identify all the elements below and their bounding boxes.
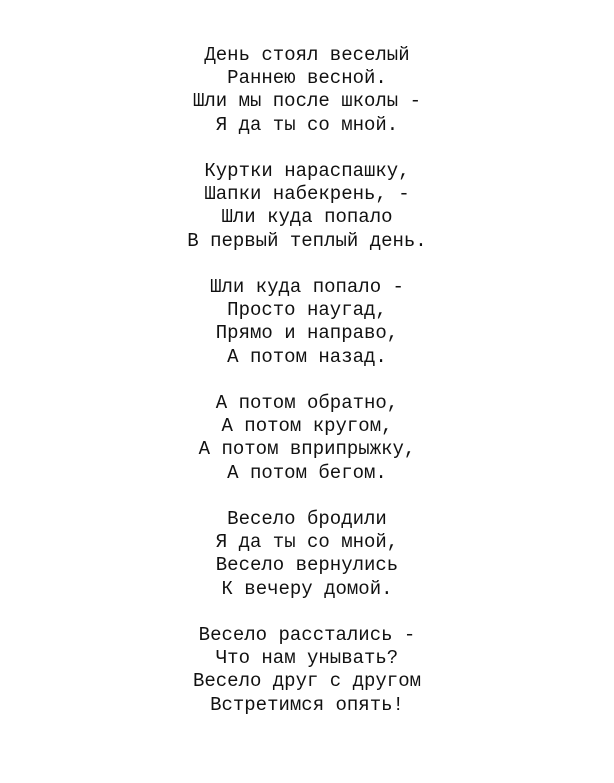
- poem-line: Весело бродили: [227, 508, 387, 530]
- stanza-2: [0, 160, 614, 253]
- poem-line: Раннею весной.: [227, 67, 387, 90]
- poem-line: А потом вприпрыжку,: [198, 438, 416, 461]
- poem-line: В первый теплый день.: [187, 229, 427, 252]
- poem-line: А потом обратно,: [215, 392, 399, 414]
- poem-line: Весело друг с другом: [192, 670, 422, 693]
- poem-line: Встретимся опять!: [210, 693, 404, 716]
- stanza-3: [0, 276, 614, 369]
- poem-line: К вечеру домой.: [221, 577, 393, 600]
- poem-line: Шли мы после школы -: [192, 90, 422, 113]
- poem-line: Я да ты со мной.: [215, 113, 399, 136]
- poem-line: Что нам унывать?: [215, 647, 399, 670]
- poem-line: Куртки нараспашку,: [204, 160, 410, 182]
- poem-line: А потом бегом.: [227, 461, 387, 484]
- poem-line: Шли куда попало: [221, 206, 393, 229]
- poem-line: День стоял веселый: [204, 44, 410, 66]
- poem-line: А потом кругом,: [221, 415, 393, 438]
- poem-line: Прямо и направо,: [215, 322, 399, 345]
- stanza-5: [0, 508, 614, 601]
- poem-line: А потом назад.: [227, 345, 387, 368]
- stanza-6: [0, 624, 614, 717]
- poem: [0, 44, 614, 717]
- poem-line: Весело вернулись: [215, 554, 399, 577]
- poem-line: Весело расстались -: [198, 624, 416, 646]
- poem-line: Просто наугад,: [227, 299, 387, 322]
- poem-line: Шли куда попало -: [210, 276, 404, 298]
- stanza-1: [0, 44, 614, 137]
- poem-line: Я да ты со мной,: [215, 531, 399, 554]
- poem-line: Шапки набекрень, -: [204, 183, 410, 206]
- stanza-4: [0, 392, 614, 485]
